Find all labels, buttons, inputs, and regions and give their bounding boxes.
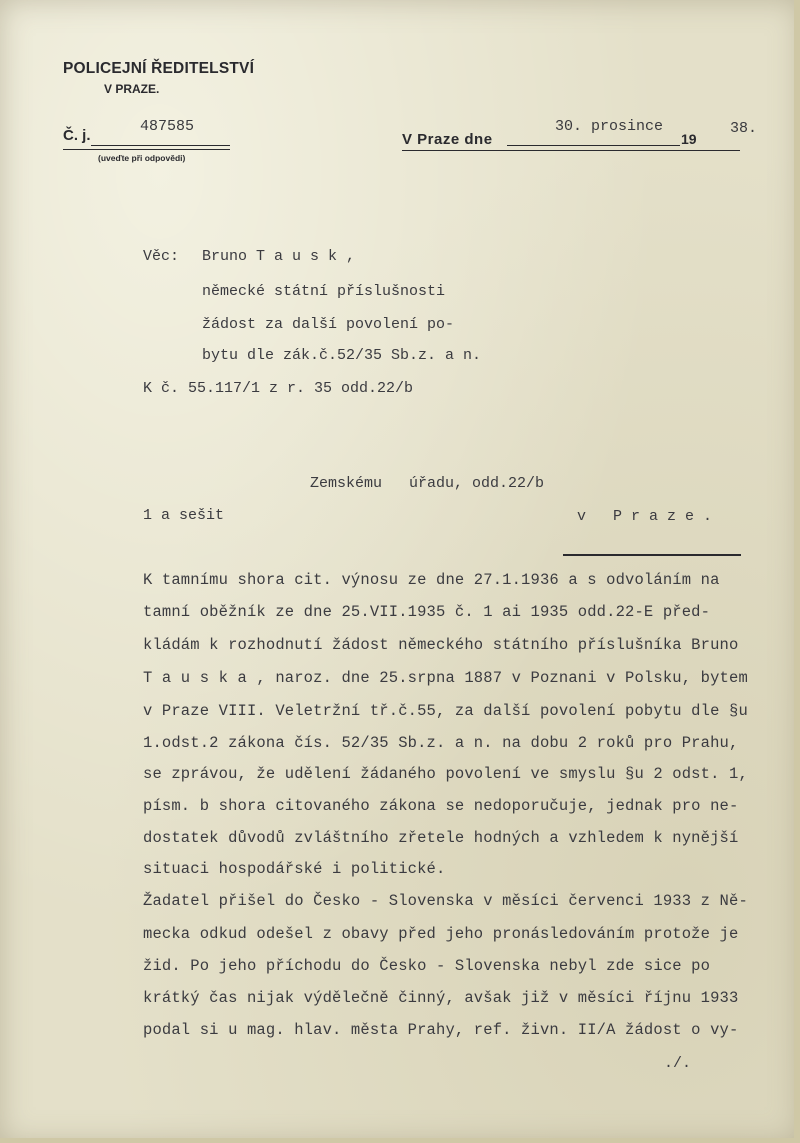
body-line: mecka odkud odešel z obavy před jeho pronásledováním protože je — [143, 925, 739, 943]
body-line: podal si u mag. hlav. města Prahy, ref. živn. II/A žádost o vy- — [143, 1021, 739, 1039]
reference-number-label: Č. j. — [63, 127, 91, 144]
body-line: žid. Po jeho příchodu do Česko - Slovenska nebyl zde sice po — [143, 957, 711, 975]
page-edge-bottom — [0, 1138, 800, 1143]
page-edge-right — [794, 0, 800, 1143]
date-label: V Praze dne — [402, 131, 493, 148]
body-line: písm. b shora citovaného zákona se nedoporučuje, jednak pro ne- — [143, 797, 739, 815]
date-rule — [402, 150, 740, 151]
body-line: T a u s k a , naroz. dne 25.srpna 1887 v Poznani v Polsku, bytem — [143, 669, 748, 687]
date-value: 30. prosince — [555, 118, 664, 135]
reference-rule — [63, 149, 230, 150]
reference-underline — [91, 145, 230, 146]
office-city: V PRAZE. — [104, 82, 160, 96]
subject-line: Bruno T a u s k , — [202, 248, 356, 265]
reference-number: 487585 — [140, 118, 195, 135]
office-name: POLICEJNÍ ŘEDITELSTVÍ — [63, 60, 255, 77]
body-line: v Praze VIII. Veletržní tř.č.55, za další povolení pobytu dle §u — [143, 702, 748, 720]
addressee-city: v P r a z e . — [577, 508, 713, 525]
continuation-mark: ./. — [664, 1055, 692, 1072]
subject-line: německé státní příslušnosti — [202, 283, 446, 300]
body-line: 1.odst.2 zákona čís. 52/35 Sb.z. a n. na dobu 2 roků pro Prahu, — [143, 734, 739, 752]
body-line: Žadatel přišel do Česko - Slovenska v měsíci červenci 1933 z Ně- — [143, 892, 748, 910]
year-suffix: 38. — [730, 120, 758, 137]
subject-line: žádost za další povolení po- — [202, 316, 455, 333]
body-line: se zprávou, že udělení žádaného povolení ve smyslu §u 2 odst. 1, — [143, 765, 748, 783]
enclosure-note: 1 a sešit — [143, 507, 225, 524]
body-line: K tamnímu shora cit. výnosu ze dne 27.1.1936 a s odvoláním na — [143, 571, 720, 589]
prior-reference: K č. 55.117/1 z r. 35 odd.22/b — [143, 380, 414, 397]
date-underline — [507, 145, 680, 146]
body-line: kládám k rozhodnutí žádost německého státního příslušníka Bruno — [143, 636, 739, 654]
body-line: situaci hospodářské i politické. — [143, 860, 446, 878]
reference-note: (uveďte při odpovědi) — [98, 153, 186, 163]
body-line: tamní oběžník ze dne 25.VII.1935 č. 1 ai 1935 odd.22-E před- — [143, 603, 711, 621]
year-prefix: 19 — [681, 131, 697, 147]
addressee-office: Zemskému úřadu, odd.22/b — [310, 475, 545, 492]
body-line: dostatek důvodů zvláštního zřetele hodných a vzhledem k nynější — [143, 829, 739, 847]
addressee-rule — [563, 554, 741, 556]
subject-label: Věc: — [143, 248, 180, 265]
subject-line: bytu dle zák.č.52/35 Sb.z. a n. — [202, 347, 482, 364]
body-line: krátký čas nijak výdělečně činný, avšak již v měsíci říjnu 1933 — [143, 989, 739, 1007]
